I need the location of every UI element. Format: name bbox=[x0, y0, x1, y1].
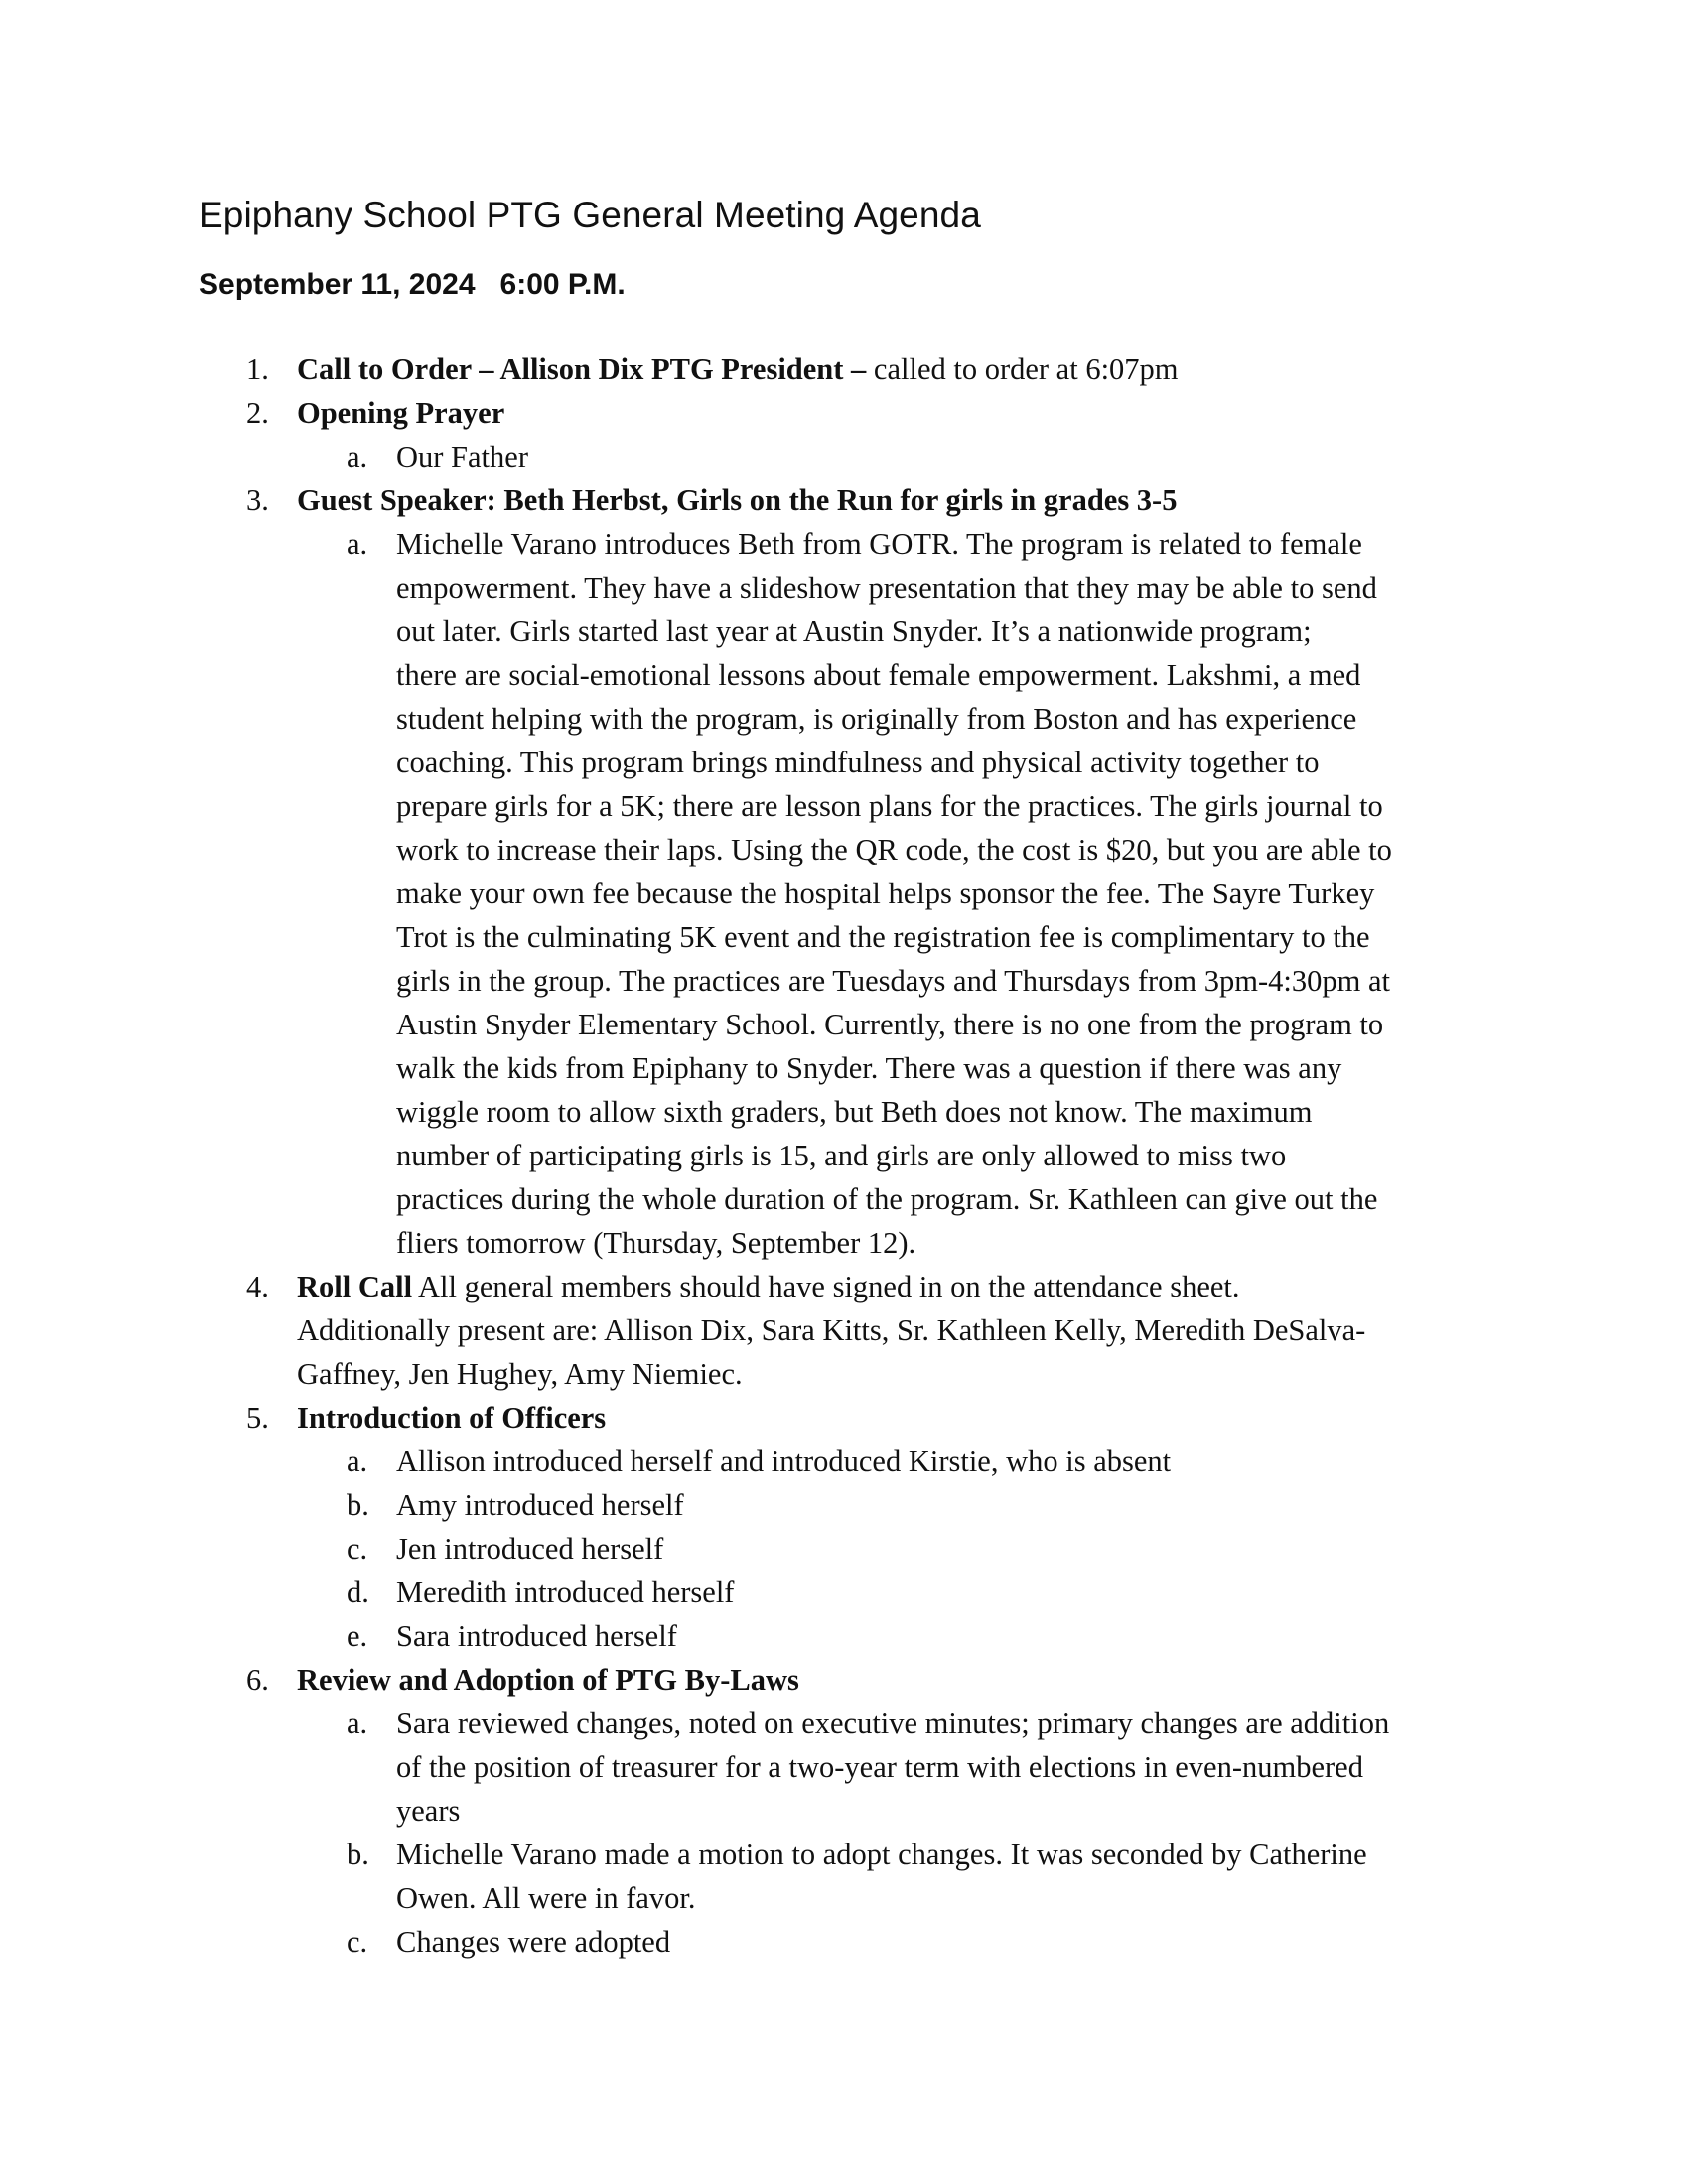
sub-item-text: Meredith introduced herself bbox=[396, 1575, 735, 1609]
paragraph-line-row bbox=[0, 1352, 1688, 1396]
item-number: 4. bbox=[246, 1270, 269, 1303]
item-title: Call to Order – Allison Dix PTG President – bbox=[297, 352, 867, 386]
paragraph-line: Gaffney, Jen Hughey, Amy Niemiec. bbox=[297, 1357, 743, 1391]
paragraph-line: of the position of treasurer for a two-year term with elections in even-numbered bbox=[396, 1750, 1363, 1784]
sub-item-letter: c. bbox=[347, 1532, 368, 1566]
paragraph-line-row bbox=[0, 1308, 1688, 1352]
paragraph-line: walk the kids from Epiphany to Snyder. There was a question if there was any bbox=[396, 1051, 1342, 1085]
item-detail: called to order at 6:07pm bbox=[866, 352, 1179, 386]
sub-item bbox=[0, 522, 1688, 566]
sub-item-letter: a. bbox=[347, 440, 368, 474]
item-number: 6. bbox=[246, 1663, 269, 1697]
item-title: Roll Call bbox=[297, 1270, 413, 1303]
paragraph-line-row bbox=[0, 1090, 1688, 1134]
sub-item-letter: a. bbox=[347, 1706, 368, 1740]
paragraph-line: girls in the group. The practices are Tuesdays and Thursdays from 3pm-4:30pm at bbox=[396, 964, 1390, 998]
agenda-item-call-to-order bbox=[0, 347, 1688, 391]
paragraph-line-row bbox=[0, 1876, 1688, 1920]
sub-item bbox=[0, 1702, 1688, 1745]
paragraph-line-row bbox=[0, 1221, 1688, 1265]
paragraph-line-row bbox=[0, 610, 1688, 653]
sub-item-text: Sara introduced herself bbox=[396, 1619, 677, 1653]
paragraph-line-row bbox=[0, 915, 1688, 959]
agenda-item-introduction-of-officers bbox=[0, 1396, 1688, 1439]
sub-item bbox=[0, 1527, 1688, 1570]
sub-item-text: Allison introduced herself and introduced Kirstie, who is absent bbox=[396, 1444, 1172, 1478]
agenda-item-opening-prayer bbox=[0, 391, 1688, 435]
paragraph-line: student helping with the program, is originally from Boston and has experience bbox=[396, 702, 1357, 736]
paragraph-line-row bbox=[0, 1003, 1688, 1046]
paragraph-line-row bbox=[0, 653, 1688, 697]
paragraph-line: Michelle Varano introduces Beth from GOTR. The program is related to female bbox=[396, 527, 1362, 561]
agenda-item-roll-call bbox=[0, 1265, 1688, 1308]
paragraph-line: there are social-emotional lessons about female empowerment. Lakshmi, a med bbox=[396, 658, 1361, 692]
paragraph-line-row bbox=[0, 1177, 1688, 1221]
paragraph-line-row bbox=[0, 566, 1688, 610]
paragraph-line: wiggle room to allow sixth graders, but Beth does not know. The maximum bbox=[396, 1095, 1313, 1129]
item-number: 1. bbox=[246, 352, 269, 386]
item-title: Guest Speaker: Beth Herbst, Girls on the Run for girls in grades 3-5 bbox=[297, 483, 1178, 517]
paragraph-line: Additionally present are: Allison Dix, Sara Kitts, Sr. Kathleen Kelly, Meredith DeSalva- bbox=[297, 1313, 1366, 1347]
paragraph-line: coaching. This program brings mindfulness and physical activity together to bbox=[396, 746, 1320, 779]
sub-item bbox=[0, 1614, 1688, 1658]
sub-item-letter: c. bbox=[347, 1925, 368, 1959]
sub-item bbox=[0, 1439, 1688, 1483]
paragraph-line: Sara reviewed changes, noted on executive minutes; primary changes are addition bbox=[396, 1706, 1390, 1740]
sub-item-text: Jen introduced herself bbox=[396, 1532, 664, 1566]
paragraph-line: number of participating girls is 15, and girls are only allowed to miss two bbox=[396, 1139, 1287, 1172]
paragraph-line: practices during the whole duration of the program. Sr. Kathleen can give out the bbox=[396, 1182, 1378, 1216]
sub-item-text: Our Father bbox=[396, 440, 528, 474]
paragraph-line-row bbox=[0, 697, 1688, 741]
paragraph-line-row bbox=[0, 1046, 1688, 1090]
paragraph-line: Michelle Varano made a motion to adopt changes. It was seconded by Catherine bbox=[396, 1838, 1367, 1871]
item-text bbox=[297, 1265, 1240, 1308]
paragraph-line: Austin Snyder Elementary School. Currently, there is no one from the program to bbox=[396, 1008, 1384, 1041]
item-detail: All general members should have signed in on the attendance sheet. bbox=[412, 1270, 1240, 1303]
item-number: 5. bbox=[246, 1401, 269, 1434]
paragraph-line: out later. Girls started last year at Austin Snyder. It’s a nationwide program; bbox=[396, 614, 1312, 648]
paragraph-line-row bbox=[0, 872, 1688, 915]
sub-item bbox=[0, 1833, 1688, 1876]
agenda-item-review-bylaws bbox=[0, 1658, 1688, 1702]
item-title: Introduction of Officers bbox=[297, 1401, 607, 1434]
paragraph-line: Trot is the culminating 5K event and the registration fee is complimentary to the bbox=[396, 920, 1370, 954]
sub-item-letter: d. bbox=[347, 1575, 369, 1609]
item-title: Review and Adoption of PTG By-Laws bbox=[297, 1663, 799, 1697]
agenda-item-guest-speaker bbox=[0, 478, 1688, 522]
item-number: 3. bbox=[246, 483, 269, 517]
paragraph-line-row bbox=[0, 959, 1688, 1003]
paragraph-line-row bbox=[0, 828, 1688, 872]
paragraph-line-row bbox=[0, 1789, 1688, 1833]
paragraph-line-row bbox=[0, 741, 1688, 784]
sub-item-letter: b. bbox=[347, 1488, 369, 1522]
paragraph-line: years bbox=[396, 1794, 461, 1828]
sub-item bbox=[0, 435, 1688, 478]
sub-item bbox=[0, 1920, 1688, 1964]
paragraph-line-row bbox=[0, 1134, 1688, 1177]
paragraph-line: work to increase their laps. Using the QR code, the cost is $20, but you are able to bbox=[396, 833, 1392, 867]
agenda-list bbox=[0, 347, 1688, 1964]
page-title: Epiphany School PTG General Meeting Agenda bbox=[199, 195, 981, 235]
sub-item-text: Amy introduced herself bbox=[396, 1488, 684, 1522]
paragraph-line: fliers tomorrow (Thursday, September 12). bbox=[396, 1226, 916, 1260]
paragraph-line: prepare girls for a 5K; there are lesson plans for the practices. The girls journal to bbox=[396, 789, 1383, 823]
sub-item-letter: e. bbox=[347, 1619, 368, 1653]
paragraph-line-row bbox=[0, 784, 1688, 828]
sub-item-letter: a. bbox=[347, 527, 368, 561]
sub-item-letter: a. bbox=[347, 1444, 368, 1478]
paragraph-line: make your own fee because the hospital helps sponsor the fee. The Sayre Turkey bbox=[396, 877, 1375, 910]
sub-item-text: Changes were adopted bbox=[396, 1925, 671, 1959]
item-text bbox=[297, 347, 1179, 391]
sub-item-letter: b. bbox=[347, 1838, 369, 1871]
sub-item bbox=[0, 1483, 1688, 1527]
paragraph-line: Owen. All were in favor. bbox=[396, 1881, 696, 1915]
item-title: Opening Prayer bbox=[297, 396, 505, 430]
sub-item bbox=[0, 1570, 1688, 1614]
paragraph-line: empowerment. They have a slideshow presentation that they may be able to send bbox=[396, 571, 1377, 605]
item-number: 2. bbox=[246, 396, 269, 430]
paragraph-line-row bbox=[0, 1745, 1688, 1789]
meeting-date-time: September 11, 2024 6:00 P.M. bbox=[199, 268, 626, 301]
